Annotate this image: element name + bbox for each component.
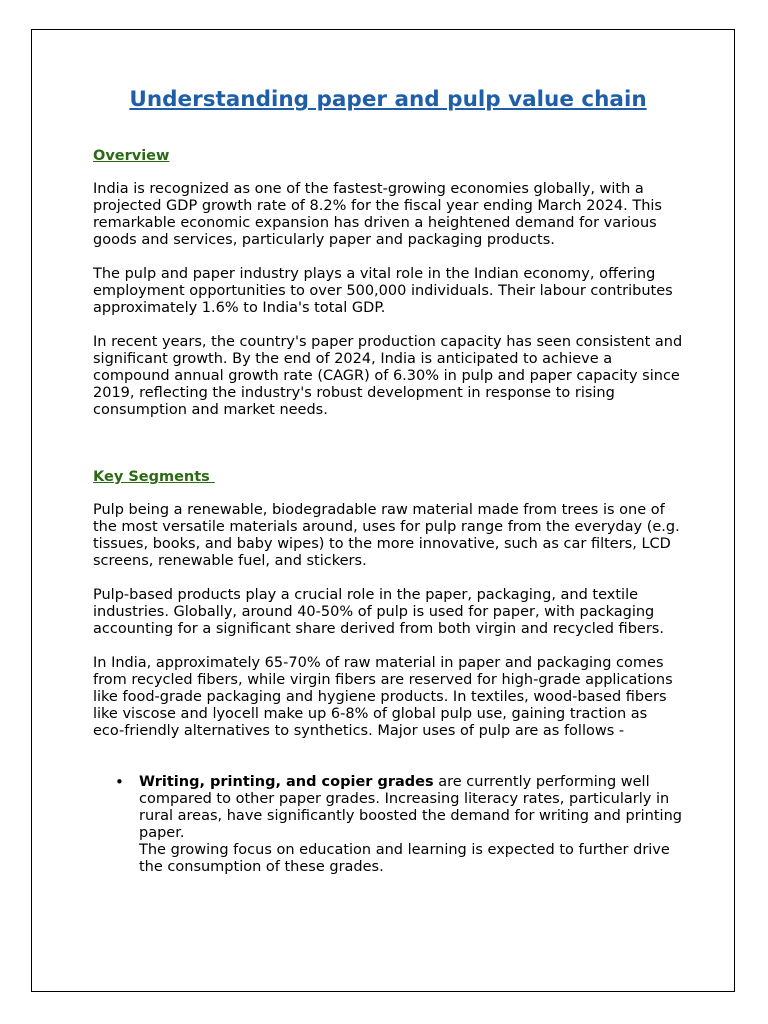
bullet-continuation: The growing focus on education and learning is expected to further drive the consumption of these grades. <box>139 842 670 875</box>
document-title: Understanding paper and pulp value chain <box>129 87 647 112</box>
key-segments-paragraph-3: In India, approximately 65-70% of raw material in paper and packaging comes from recycled fibers, while virgin fibers are reserved for high-grade applications like food-grade packaging and hygiene products. In textiles, wood-based fibers like viscose and lyocell make up 6-8% of global pulp use, gaining traction as eco-friendly alternatives to synthetics. Major uses of pulp are as follows - <box>93 655 673 739</box>
key-segments-paragraph-2: Pulp-based products play a crucial role in the paper, packaging, and textile industries. Globally, around 40-50% of pulp is used for paper, with packaging accounting for a significant share derived from both virgin and recycled fibers. <box>93 587 664 637</box>
bullet-text: are currently performing well compared to other paper grades. Increasing literacy rates, particularly in rural areas, have significantly boosted the demand for writing and printing paper. <box>139 774 682 841</box>
overview-paragraph-1: India is recognized as one of the fastest-growing economies globally, with a projected GDP growth rate of 8.2% for the fiscal year ending March 2024. This remarkable economic expansion has driven a heightened demand for various goods and services, particularly paper and packaging products. <box>93 181 662 248</box>
overview-paragraph-3: In recent years, the country's paper production capacity has seen consistent and significant growth. By the end of 2024, India is anticipated to achieve a compound annual growth rate (CAGR) of 6.30% in pulp and paper capacity since 2019, reflecting the industry's robust development in response to rising consumption and market needs. <box>93 334 683 418</box>
section-heading-key-segments: Key Segments <box>93 469 215 485</box>
overview-paragraph-2: The pulp and paper industry plays a vital role in the Indian economy, offering employment opportunities to over 500,000 individuals. Their labour contributes approximately 1.6% to India's total GDP. <box>93 266 673 316</box>
list-item <box>93 774 683 876</box>
document-body <box>93 87 683 876</box>
section-heading-overview: Overview <box>93 148 170 164</box>
key-segments-paragraph-1: Pulp being a renewable, biodegradable raw material made from trees is one of the most versatile materials around, uses for pulp range from the everyday (e.g. tissues, books, and baby wipes) to the more innovative, such as car filters, LCD screens, renewable fuel, and stickers. <box>93 502 680 569</box>
bullet-lead: Writing, printing, and copier grades <box>139 774 434 790</box>
bullet-icon: • <box>115 773 124 791</box>
pulp-uses-list <box>93 774 683 876</box>
